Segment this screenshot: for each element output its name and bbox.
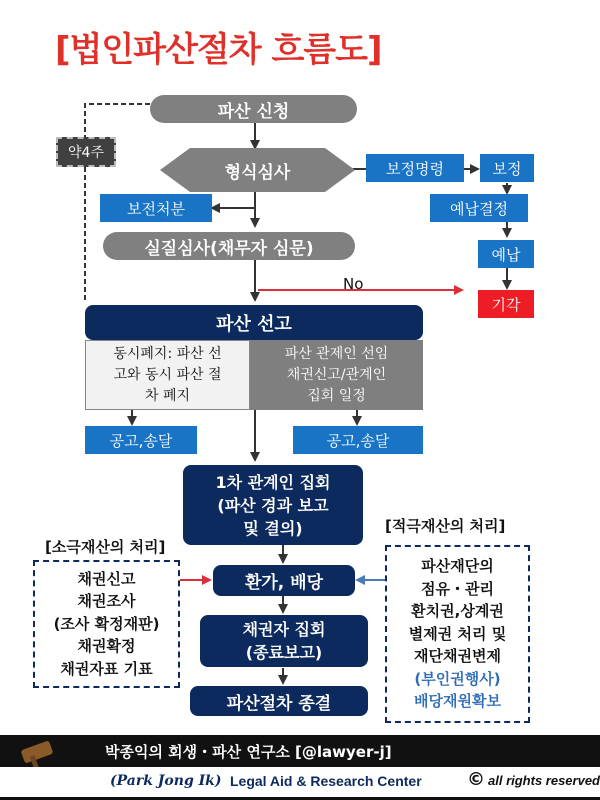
trustee-selection-box	[250, 340, 423, 410]
first-meeting-line-1: 1차 관계인 집회	[215, 472, 331, 492]
simultaneous-abolition-line-2: 고와 동시 파산 절	[113, 366, 222, 383]
active-assets-heading: [적극재산의 처리]	[385, 517, 506, 535]
formal-review-node	[160, 148, 355, 192]
passive-assets-heading: [소극재산의 처리]	[45, 538, 166, 556]
active-highlight-1: (부인권행사)	[414, 669, 501, 688]
creditor-meeting-line-2: (종료보고)	[245, 643, 323, 662]
active-assets-box	[385, 545, 530, 723]
active-line-3: 환치권,상계권	[411, 602, 504, 621]
passive-line-4: 채권확정	[77, 637, 136, 656]
passive-line-2: 채권조사	[77, 592, 136, 611]
footer-bottom-band	[0, 767, 600, 797]
creditor-meeting-node	[200, 615, 368, 667]
first-meeting-node	[183, 465, 363, 545]
rejection-node: 기각	[478, 290, 534, 318]
active-line-1: 파산재단의	[421, 557, 494, 576]
first-meeting-line-3: 및 결의)	[243, 518, 303, 538]
passive-assets-box	[33, 560, 180, 688]
correction-node: 보정	[480, 154, 534, 182]
rights-text: all rights reserved	[488, 773, 600, 788]
institute-name: 박종익의 회생・파산 연구소 [@lawyer-j]	[105, 743, 392, 761]
substantive-review-node: 실질심사(채무자 심문)	[103, 232, 355, 260]
no-label: No	[343, 275, 364, 293]
simultaneous-abolition-box	[85, 340, 250, 410]
liquidation-distribution-node: 환가, 배당	[213, 565, 355, 596]
correction-order-node: 보정명령	[366, 154, 464, 182]
creditor-meeting-line-1: 채권자 집회	[242, 620, 326, 639]
active-line-2: 점유・관리	[421, 579, 494, 598]
notice-left-node: 공고,송달	[85, 426, 197, 454]
trustee-selection-line-3: 집회 일정	[307, 387, 366, 404]
petition-node: 파산 신청	[150, 95, 357, 123]
termination-node: 파산절차 종결	[190, 686, 368, 716]
formal-review-label: 형식심사	[224, 162, 291, 183]
declaration-node: 파산 선고	[85, 305, 423, 340]
trustee-selection-line-2: 채권신고/관계인	[286, 366, 387, 383]
center-name: Legal Aid & Research Center	[230, 773, 422, 789]
prepayment-decision-node: 예납결정	[430, 194, 528, 222]
passive-line-5: 채권자표 기표	[60, 659, 153, 678]
page-title: [법인파산절차 흐름도]	[55, 30, 382, 70]
trustee-selection-line-1: 파산 관제인 선임	[284, 345, 389, 362]
active-highlight-2: 배당재원확보	[414, 692, 501, 711]
active-line-5: 재단채권변제	[414, 647, 501, 666]
simultaneous-abolition-line-3: 차 폐지	[144, 387, 191, 404]
simultaneous-abolition-line-1: 동시폐지: 파산 선	[113, 345, 222, 362]
notice-right-node: 공고,송달	[293, 426, 423, 454]
preservation-node: 보전처분	[100, 194, 212, 222]
passive-line-3: (조사 확정재판)	[53, 614, 160, 633]
copyright-icon: ©	[467, 769, 485, 790]
first-meeting-line-2: (파산 경과 보고	[217, 495, 329, 515]
prepayment-node: 예납	[478, 240, 534, 268]
author-name: (Park Jong Ik)	[110, 773, 222, 789]
passive-line-1: 채권신고	[77, 569, 136, 588]
four-weeks-label: 약4주	[56, 137, 116, 167]
footer-bar	[0, 735, 600, 800]
active-line-4: 별제권 처리 및	[408, 624, 507, 643]
